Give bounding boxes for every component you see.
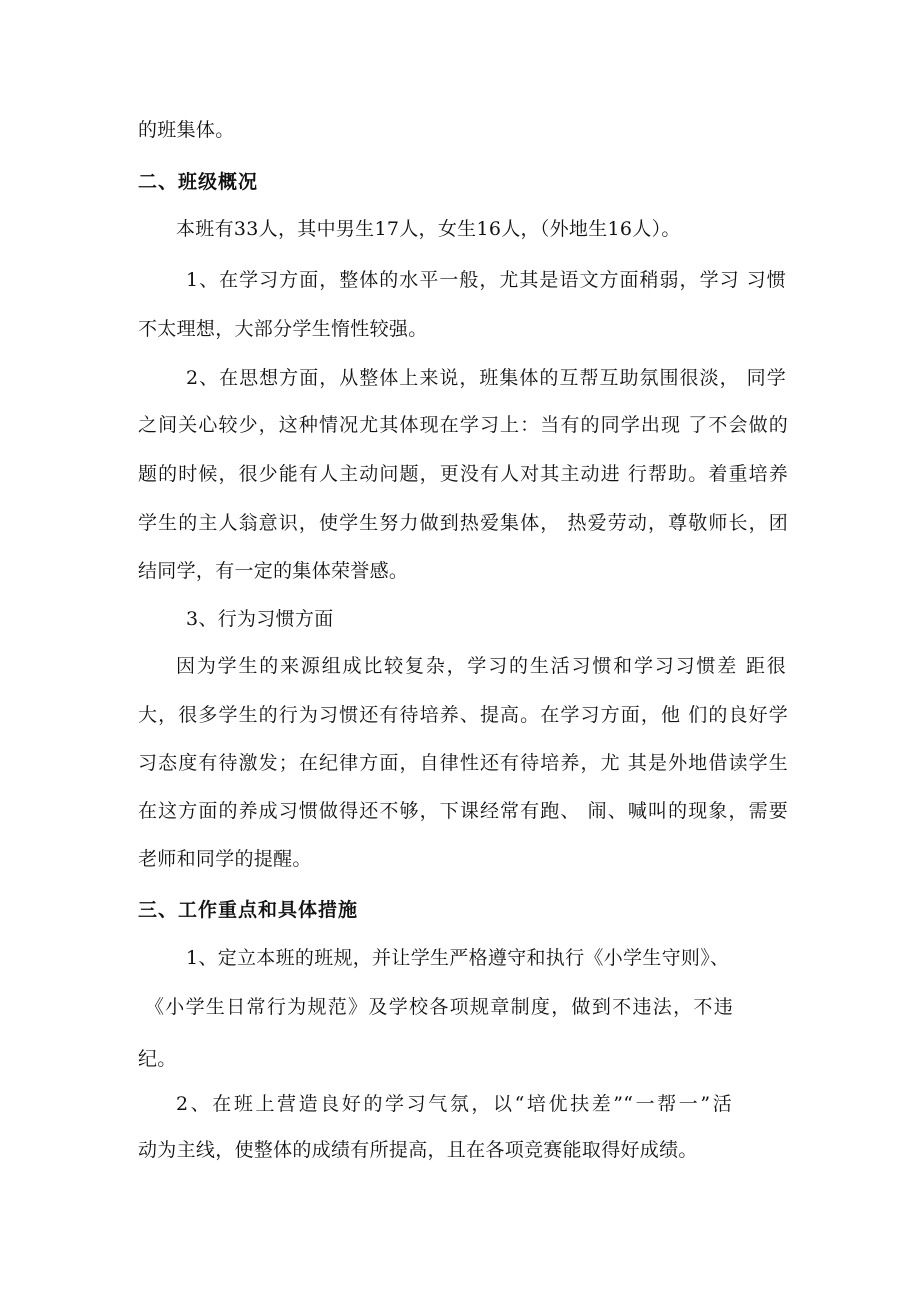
paragraph-line: 纪。: [138, 1048, 177, 1070]
paragraph-line: 之间关心较少，这种情况尤其体现在学习上：当有的同学出现 了不会做的: [138, 414, 788, 436]
paragraph-line: 动为主线，使整体的成绩有所提高，且在各项竞赛能取得好成绩。: [138, 1139, 698, 1161]
paragraph-line: 不太理想，大部分学生惰性较强。: [138, 318, 428, 340]
paragraph-line: 2、在思想方面，从整体上来说，班集体的互帮互助氛围很淡， 同学: [186, 367, 786, 389]
paragraph-line: 因为学生的来源组成比较复杂，学习的生活习惯和学习习惯差 距很: [176, 655, 786, 677]
paragraph-line: 的班集体。: [138, 119, 235, 141]
paragraph-line: 本班有33人，其中男生17人，女生16人，（外地生16人）。: [176, 218, 681, 240]
paragraph-line: 结同学，有一定的集体荣誉感。: [138, 560, 409, 582]
section-heading: 三、工作重点和具体措施: [138, 899, 359, 921]
paragraph-line: 1、定立本班的班规，并让学生严格遵守和执行《小学生守则》、: [186, 947, 730, 969]
paragraph-line: 3、行为习惯方面: [186, 608, 334, 630]
paragraph-line: 1、在学习方面，整体的水平一般，尤其是语文方面稍弱，学习 习惯: [186, 269, 786, 291]
paragraph-line: 老师和同学的提醒。: [138, 848, 312, 870]
paragraph-line: 题的时候，很少能有人主动问题，更没有人对其主动进 行帮助。着重培养: [138, 463, 788, 485]
paragraph-line: 大，很多学生的行为习惯还有待培养、提高。在学习方面，他 们的良好学: [138, 704, 788, 726]
section-heading: 二、班级概况: [138, 171, 259, 193]
paragraph-line: 学生的主人翁意识，使学生努力做到热爱集体， 热爱劳动，尊敬师长，团: [138, 512, 788, 534]
paragraph-line: 2、在班上营造良好的学习气氛，以“培优扶差”“一帮一”活: [176, 1093, 732, 1115]
paragraph-line: 《小学生日常行为规范》及学校各项规章制度，做到不违法，不违: [145, 996, 733, 1018]
paragraph-line: 在这方面的养成习惯做得还不够，下课经常有跑、 闹、喊叫的现象，需要: [138, 800, 788, 822]
paragraph-line: 习态度有待激发；在纪律方面，自律性还有待培养，尤 其是外地借读学生: [138, 752, 788, 774]
